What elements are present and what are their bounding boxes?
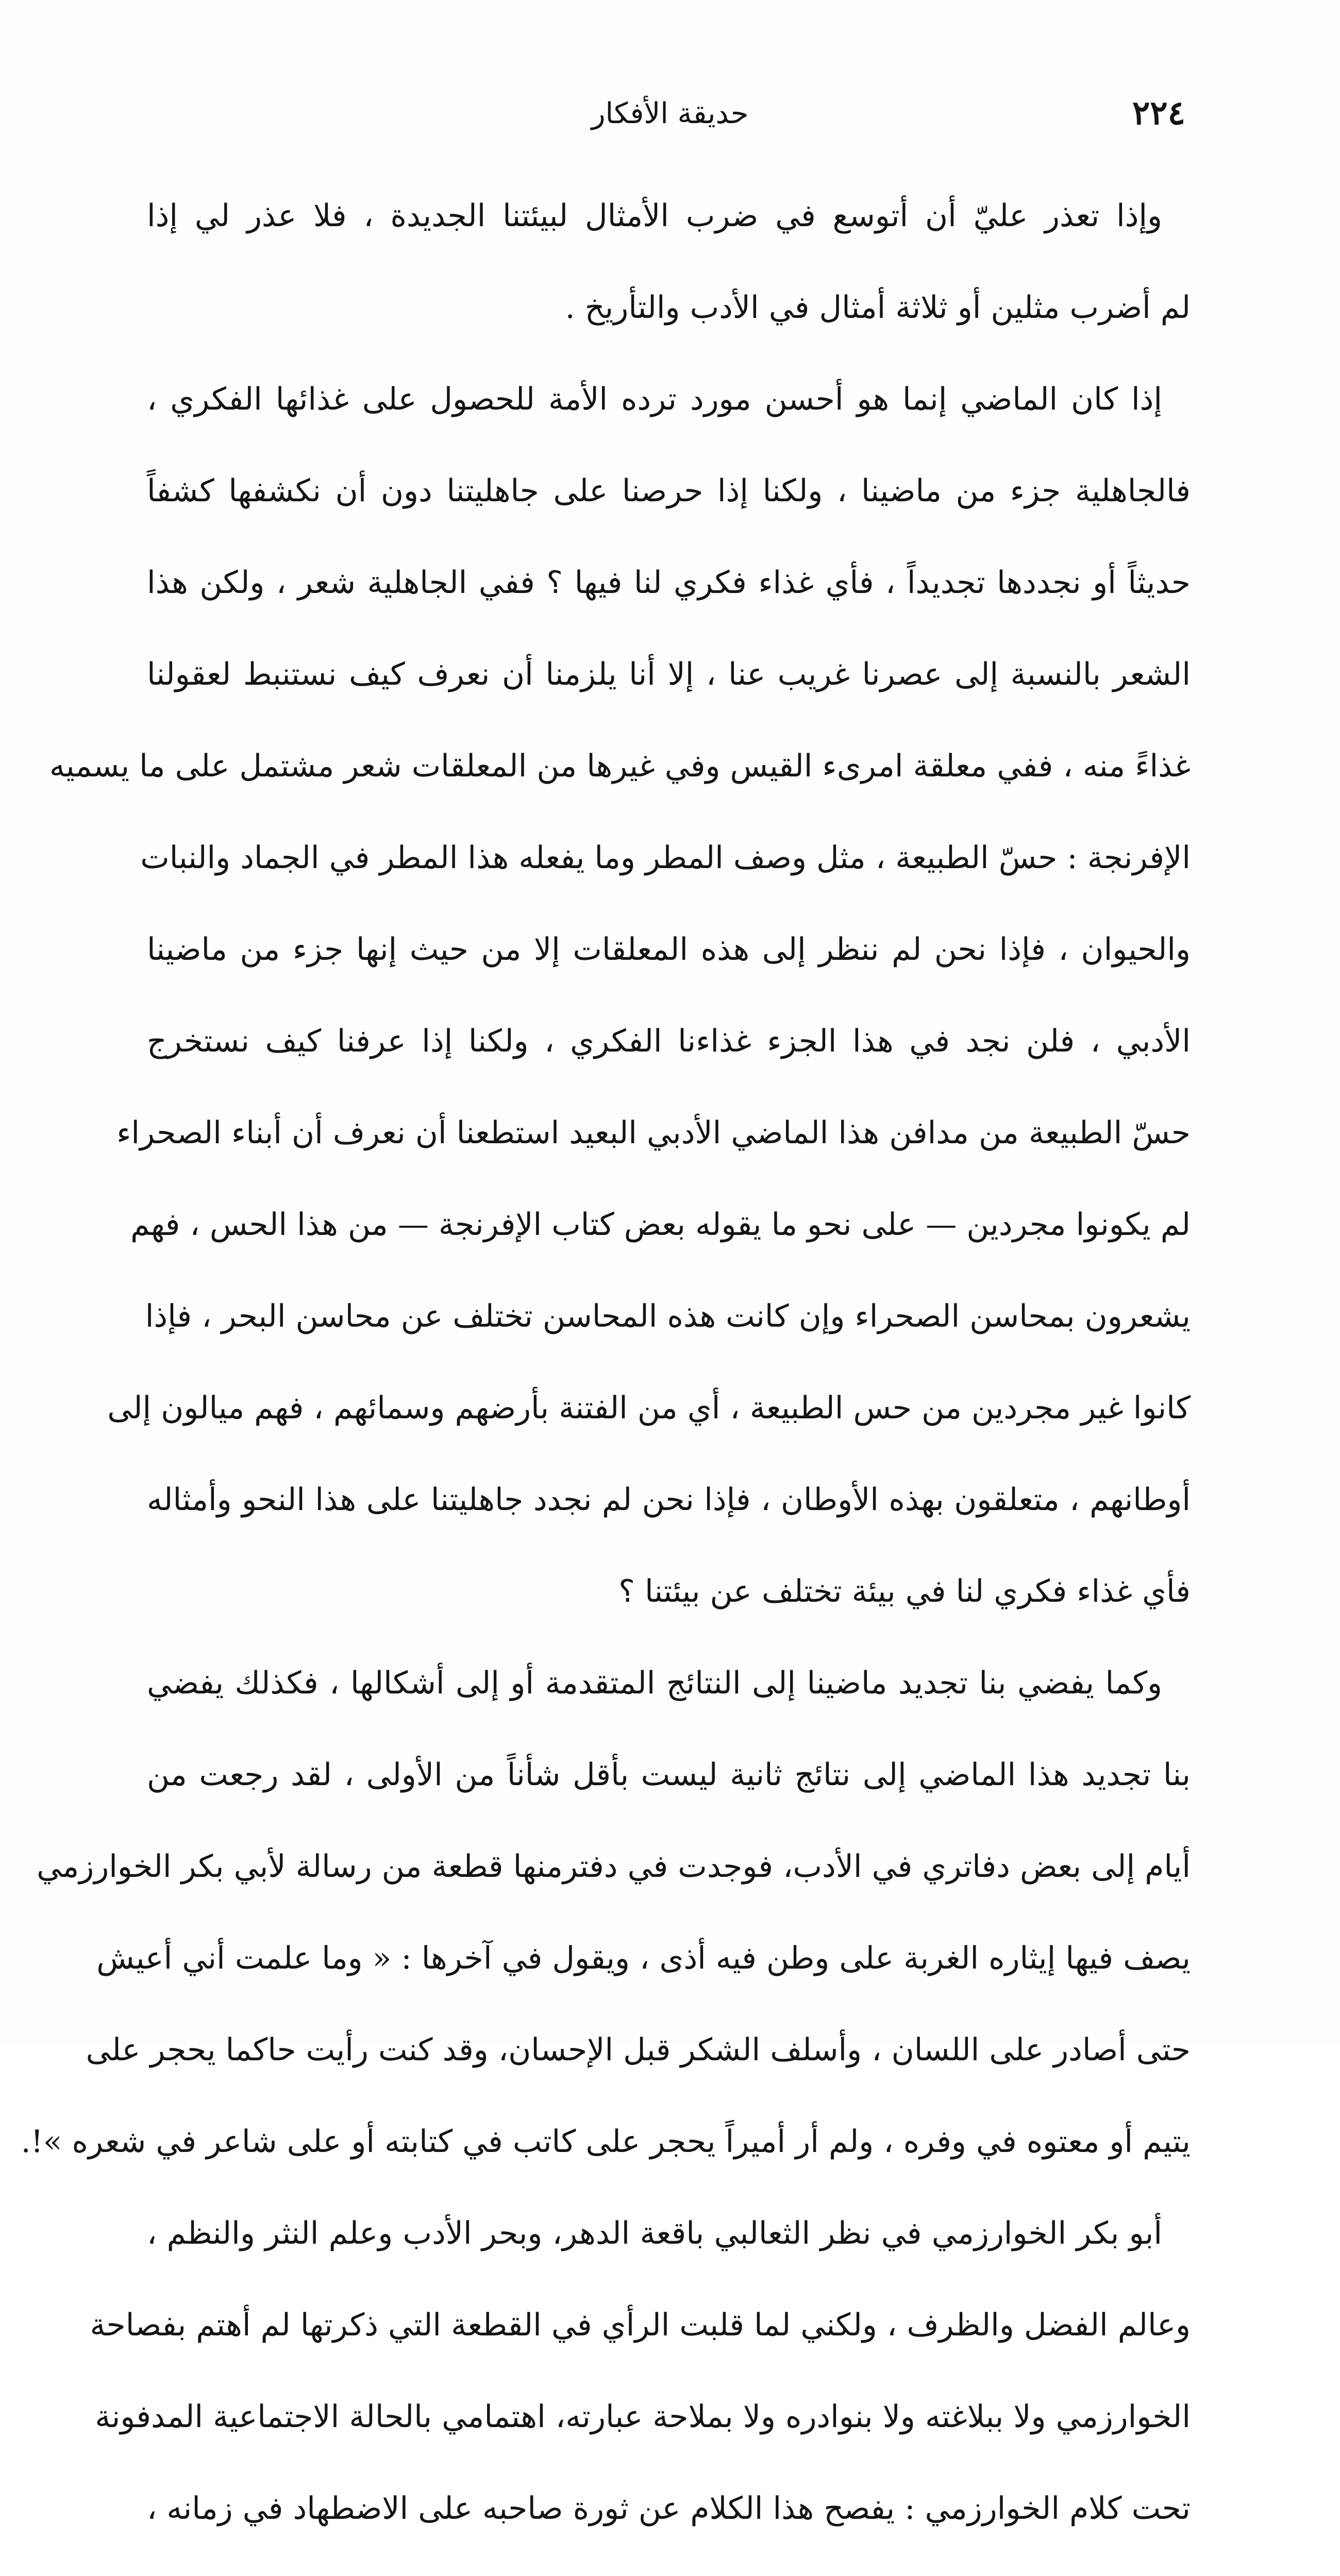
text-line: يشعرون بمحاسن الصحراء وإن كانت هذه المحاسن تختلف عن محاسن البحر ، فإذا bbox=[145, 1298, 1191, 1334]
text-line: الأدبي ، فلن نجد في هذا الجزء غذاءنا الفكري ، ولكنا إذا عرفنا كيف نستخرج bbox=[147, 1023, 1191, 1059]
running-title: حديقة الأفكار bbox=[591, 97, 749, 130]
text-line: وعالم الفضل والظرف ، ولكني لما قلبت الرأي في القطعة التي ذكرتها لم أهتم بفصاحة bbox=[90, 2307, 1191, 2343]
text-line: حسّ الطبيعة من مدافن هذا الماضي الأدبي البعيد استطعنا أن نعرف أن أبناء الصحراء bbox=[116, 1115, 1191, 1151]
text-line: غذاءً منه ، ففي معلقة امرىء القيس وفي غيرها من المعلقات شعر مشتمل على ما يسميه bbox=[49, 748, 1191, 784]
paragraph bbox=[21, 1637, 1191, 2188]
text-line: أوطانهم ، متعلقون بهذه الأوطان ، فإذا نحن لم نجدد جاهليتنا على هذا النحو وأمثاله bbox=[147, 1482, 1191, 1518]
body-text bbox=[21, 170, 1191, 2576]
running-header bbox=[155, 90, 1185, 137]
text-line: وكما يفضي بنا تجديد ماضينا إلى النتائج المتقدمة أو إلى أشكالها ، فكذلك يفضي bbox=[147, 1665, 1162, 1701]
text-line: لم يكونوا مجردين — على نحو ما يقوله بعض كتاب الإفرنجة — من هذا الحس ، فهم bbox=[130, 1207, 1191, 1243]
text-line: يصف فيها إيثاره الغربة على وطن فيه أذى ، ويقول في آخرها : « وما علمت أني أعيش bbox=[96, 1940, 1191, 1976]
text-line: يتيم أو معتوه في وفره ، ولم أر أميراً يحجر على كاتب في كتابته أو على شاعر في شعره »!. bbox=[21, 2124, 1191, 2160]
text-line: لم أضرب مثلين أو ثلاثة أمثال في الأدب والتأريخ . bbox=[565, 290, 1191, 326]
text-line: الشعر بالنسبة إلى عصرنا غريب عنا ، إلا أنا يلزمنا أن نعرف كيف نستنبط لعقولنا bbox=[147, 656, 1191, 692]
text-line: الإفرنجة : حسّ الطبيعة ، مثل وصف المطر وما يفعله هذا المطر في الجماد والنبات bbox=[140, 840, 1191, 876]
text-line: إذا كان الماضي إنما هو أحسن مورد ترده الأمة للحصول على غذائها الفكري ، bbox=[147, 381, 1162, 417]
text-line: كانوا غير مجردين من حس الطبيعة ، أي من الفتنة بأرضهم وسمائهم ، فهم ميالون إلى bbox=[107, 1390, 1191, 1426]
text-line: فالجاهلية جزء من ماضينا ، ولكنا إذا حرصنا على جاهليتنا دون أن نكشفها كشفاً bbox=[147, 473, 1191, 509]
text-line: حتى أصادر على اللسان ، وأسلف الشكر قبل الإحسان، وقد كنت رأيت حاكما يحجر على bbox=[86, 2032, 1191, 2068]
page-number: ٢٢٤ bbox=[1132, 94, 1185, 132]
paragraph bbox=[49, 353, 1191, 1637]
text-line: بنا تجديد هذا الماضي إلى نتائج ثانية ليست بأقل شأناً من الأولى ، لقد رجعت من bbox=[147, 1757, 1191, 1793]
text-line: الخوارزمي ولا ببلاغته ولا بنوادره ولا بملاحة عبارته، اهتمامي بالحالة الاجتماعية المدفونة bbox=[95, 2399, 1191, 2435]
text-line: حديثاً أو نجددها تجديداً ، فأي غذاء فكري لنا فيها ؟ ففي الجاهلية شعر ، ولكن هذا bbox=[147, 565, 1191, 601]
text-line bbox=[147, 2554, 1191, 2576]
text-line: والحيوان ، فإذا نحن لم ننظر إلى هذه المعلقات إلا من حيث إنها جزء من ماضينا bbox=[147, 931, 1191, 968]
text-line: أيام إلى بعض دفاتري في الأدب، فوجدت في دفترمنها قطعة من رسالة لأبي بكر الخوارزمي bbox=[37, 1849, 1191, 1885]
text-line: تحت كلام الخوارزمي : يفصح هذا الكلام عن ثورة صاحبه على الاضطهاد في زمانه ، bbox=[146, 2490, 1191, 2527]
text-line: وإذا تعذر عليّ أن أتوسع في ضرب الأمثال لبيئتنا الجديدة ، فلا عذر لي إذا bbox=[147, 198, 1163, 234]
paragraph bbox=[90, 2188, 1191, 2576]
text-line: أبو بكر الخوارزمي في نظر الثعالبي باقعة الدهر، وبحر الأدب وعلم النثر والنظم ، bbox=[147, 2215, 1162, 2251]
paragraph bbox=[147, 170, 1191, 353]
text-line: فأي غذاء فكري لنا في بيئة تختلف عن بيئتنا ؟ bbox=[618, 1573, 1191, 1609]
